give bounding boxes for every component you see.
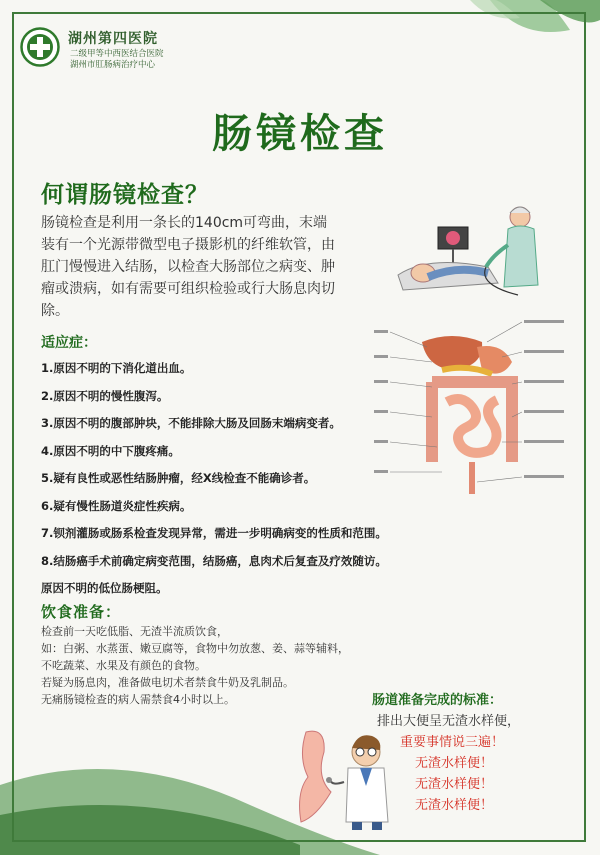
list-item: 7.钡剂灌肠或肠系检查发现异常，需进一步明确病变的性质和范围。 — [41, 526, 387, 540]
standard-emphasis: 重要事情说三遍！ — [400, 735, 505, 750]
standard-repeat-1: 无渣水样便！ — [415, 756, 494, 771]
standard-repeat-2: 无渣水样便！ — [415, 777, 494, 792]
page-title: 肠镜检查 — [212, 111, 388, 157]
hospital-subtitle-1: 二级甲等中西医结合医院 — [70, 49, 164, 59]
diet-line: 检查前一天吃低脂、无渣半流质饮食， — [41, 625, 228, 638]
diet-heading: 饮食准备： — [41, 603, 122, 621]
indications-list — [41, 355, 387, 603]
diet-line: 如：白粥、水蒸蛋、嫩豆腐等，食物中勿放葱、姜、蒜等辅料， — [41, 642, 349, 655]
standard-repeat-3: 无渣水样便！ — [415, 798, 494, 813]
hospital-logo — [20, 27, 60, 67]
colonoscopy-procedure-illustration — [368, 195, 570, 305]
list-item: 3.原因不明的腹部肿块，不能排除大肠及回肠末端病变者。 — [41, 416, 341, 430]
diet-text — [41, 623, 381, 708]
standard-line-1: 排出大便呈无渣水样便， — [377, 714, 521, 729]
digestive-anatomy-illustration — [372, 312, 578, 498]
diet-line: 不吃蔬菜、水果及有颜色的食物。 — [41, 659, 206, 672]
list-item: 6.疑有慢性肠道炎症性疾病。 — [41, 498, 192, 513]
diet-line: 无痛肠镜检查的病人需禁食4小时以上。 — [41, 693, 235, 706]
diet-line: 若疑为肠息肉，准备做电切术者禁食牛奶及乳制品。 — [41, 676, 294, 689]
list-item: 4.原因不明的中下腹疼痛。 — [41, 443, 180, 458]
hospital-name: 湖州第四医院 — [68, 31, 158, 47]
intro-text: 肠镜检查是利用一条长的140cm可弯曲，末端装有一个光源带微型电子摄影机的纤维软管，由肛门慢慢进入结肠，以检查大肠部位之病变、肿瘤或溃病，如有需要可组织检验或行大肠息肉切除。 — [41, 215, 335, 319]
cartoon-doctor-illustration — [296, 722, 398, 832]
indications-heading: 适应症： — [41, 335, 97, 351]
list-item: 5.疑有良性或恶性结肠肿瘤，经X线检查不能确诊者。 — [41, 471, 316, 485]
hospital-subtitle-2: 湖州市肛肠病治疗中心 — [70, 60, 156, 70]
list-item: 1.原因不明的下消化道出血。 — [41, 361, 192, 375]
intro-heading: 何谓肠镜检查？ — [41, 182, 209, 208]
standard-heading: 肠道准备完成的标准： — [372, 693, 503, 708]
list-item: 原因不明的低位肠梗阻。 — [41, 581, 168, 595]
list-item: 8.结肠癌手术前确定病变范围，结肠癌，息肉术后复查及疗效随访。 — [41, 553, 387, 568]
list-item: 2.原因不明的慢性腹泻。 — [41, 388, 169, 403]
